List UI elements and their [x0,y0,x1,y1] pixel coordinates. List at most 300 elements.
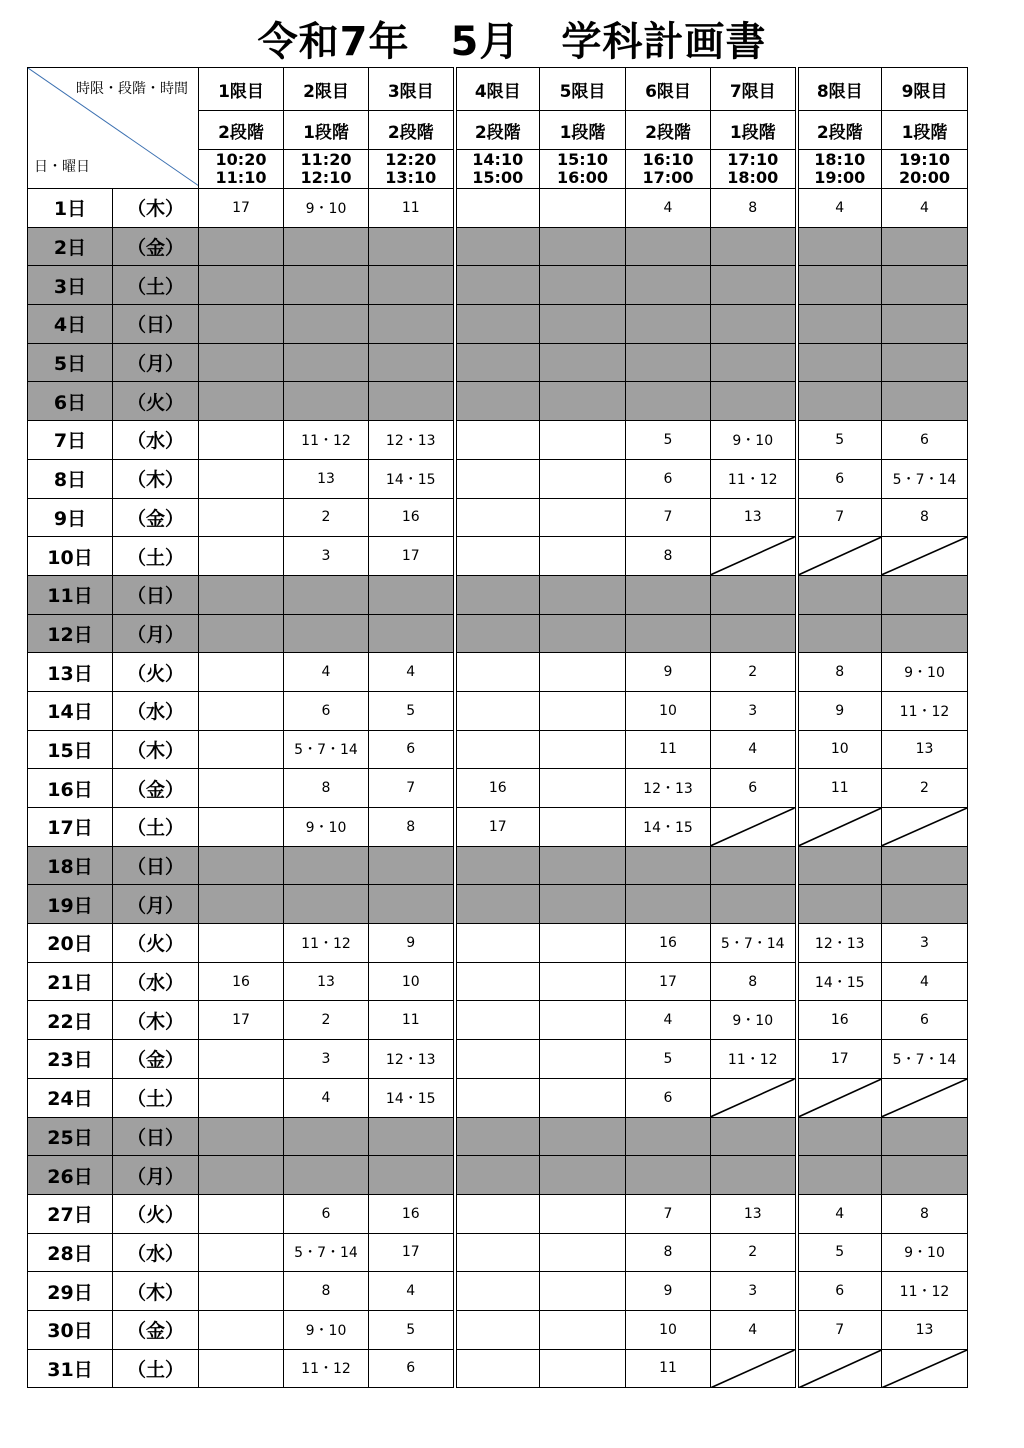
diagonal-slash-icon [799,537,882,575]
day-label: 24日 [28,1078,113,1117]
lesson-cell [797,266,882,305]
stage-header-5: 1段階 [540,111,626,150]
lesson-cell [540,1156,626,1195]
lesson-cell: 11・12 [711,1040,797,1079]
lesson-cell [284,1117,369,1156]
lesson-cell: 4 [797,1194,882,1233]
lesson-cell [199,537,284,576]
lesson-cell: 4 [369,653,455,692]
lesson-cell: 5・7・14 [711,924,797,963]
page-title: 令和7年 5月 学科計画書 [257,19,767,65]
lesson-cell [199,498,284,537]
lesson-cell [455,924,540,963]
lesson-cell: 14・15 [369,1078,455,1117]
lesson-cell [711,846,797,885]
lesson-cell: 14・15 [369,459,455,498]
weekday-label: （木） [113,1272,199,1311]
lesson-cell: 14・15 [797,962,882,1001]
lesson-cell: 9 [626,1272,711,1311]
lesson-cell: 4 [626,1001,711,1040]
lesson-cell [455,1233,540,1272]
lesson-cell: 6 [882,421,968,460]
day-row [28,189,968,228]
no-class-slash-cell [711,808,797,847]
lesson-cell [540,382,626,421]
time-start: 18:10 [814,150,866,169]
lesson-cell [882,885,968,924]
time-start: 16:10 [642,150,694,169]
lesson-cell: 2 [284,1001,369,1040]
day-label: 14日 [28,691,113,730]
day-row [28,730,968,769]
lesson-cell [199,924,284,963]
lesson-cell: 14・15 [626,808,711,847]
lesson-cell: 16 [369,1194,455,1233]
lesson-cell [882,266,968,305]
lesson-cell [455,1194,540,1233]
lesson-cell [455,459,540,498]
period-header-9: 9限目 [882,68,968,111]
lesson-cell: 11 [369,189,455,228]
day-row [28,1040,968,1079]
lesson-cell [540,537,626,576]
lesson-cell [369,305,455,344]
header-row-periods [28,68,968,111]
lesson-cell [199,575,284,614]
time-end: 16:00 [557,168,608,187]
day-label: 13日 [28,653,113,692]
lesson-cell [369,343,455,382]
lesson-cell: 17 [626,962,711,1001]
weekday-label: （木） [113,730,199,769]
lesson-cell: 13 [882,1310,968,1349]
lesson-cell: 2 [711,653,797,692]
lesson-cell: 5 [626,1040,711,1079]
day-label: 3日 [28,266,113,305]
lesson-cell [455,653,540,692]
lesson-cell: 11・12 [284,421,369,460]
lesson-cell: 16 [369,498,455,537]
lesson-cell: 7 [626,1194,711,1233]
lesson-cell [711,343,797,382]
lesson-cell: 10 [369,962,455,1001]
lesson-cell: 2 [284,498,369,537]
lesson-cell: 9・10 [882,1233,968,1272]
lesson-cell [284,575,369,614]
lesson-cell [455,266,540,305]
lesson-cell [369,885,455,924]
lesson-cell [711,227,797,266]
lesson-cell: 11 [626,730,711,769]
day-row [28,459,968,498]
lesson-cell [455,1156,540,1195]
lesson-cell: 10 [626,691,711,730]
day-row [28,1349,968,1388]
diagonal-slash-icon [882,808,967,846]
day-label: 12日 [28,614,113,653]
period-header-8: 8限目 [797,68,882,111]
lesson-cell: 4 [626,189,711,228]
lesson-cell [455,1272,540,1311]
time-end: 18:00 [727,168,779,187]
diagonal-slash-icon [882,1350,967,1388]
lesson-cell [882,382,968,421]
time-start: 12:20 [385,150,437,169]
lesson-cell: 5・7・14 [882,1040,968,1079]
no-class-slash-cell [711,1349,797,1388]
lesson-cell [626,382,711,421]
lesson-cell: 3 [284,1040,369,1079]
lesson-cell: 11・12 [284,924,369,963]
lesson-cell [540,1272,626,1311]
lesson-cell: 9・10 [284,808,369,847]
lesson-cell [540,498,626,537]
lesson-cell: 6 [882,1001,968,1040]
lesson-cell [540,343,626,382]
time-end: 19:00 [814,168,866,187]
lesson-cell: 8 [626,537,711,576]
lesson-cell: 2 [711,1233,797,1272]
stage-header-8: 2段階 [797,111,882,150]
lesson-cell [455,1001,540,1040]
day-row [28,266,968,305]
lesson-cell [540,305,626,344]
weekday-label: （土） [113,1349,199,1388]
lesson-cell: 8 [284,769,369,808]
lesson-cell: 4 [369,1272,455,1311]
lesson-cell: 3 [882,924,968,963]
time-header-7 [711,150,797,189]
weekday-label: （火） [113,653,199,692]
lesson-cell [199,846,284,885]
lesson-cell [199,730,284,769]
header-corner [28,68,199,189]
no-class-slash-cell [711,537,797,576]
lesson-cell: 2 [882,769,968,808]
lesson-cell [626,575,711,614]
day-row [28,343,968,382]
day-label: 30日 [28,1310,113,1349]
day-label: 25日 [28,1117,113,1156]
lesson-cell [199,1233,284,1272]
lesson-cell: 8 [882,1194,968,1233]
lesson-cell [199,1310,284,1349]
diagonal-slash-icon [799,1350,882,1388]
lesson-cell [626,614,711,653]
no-class-slash-cell [797,537,882,576]
lesson-cell: 4 [797,189,882,228]
lesson-cell [540,575,626,614]
lesson-cell [540,846,626,885]
lesson-cell [455,189,540,228]
lesson-cell [540,962,626,1001]
lesson-cell [540,769,626,808]
day-row [28,1194,968,1233]
lesson-cell [199,769,284,808]
weekday-label: （土） [113,1078,199,1117]
lesson-cell: 11・12 [711,459,797,498]
lesson-cell [711,266,797,305]
period-header-5: 5限目 [540,68,626,111]
lesson-cell: 12・13 [797,924,882,963]
lesson-cell: 9・10 [284,1310,369,1349]
weekday-label: （金） [113,227,199,266]
lesson-cell [540,266,626,305]
day-row [28,227,968,266]
lesson-cell [455,614,540,653]
lesson-cell: 9・10 [882,653,968,692]
lesson-cell [540,189,626,228]
time-end: 11:10 [215,168,267,187]
lesson-cell [199,1156,284,1195]
lesson-cell [199,1117,284,1156]
lesson-cell [540,1001,626,1040]
corner-label-day-weekday: 日・曜日 [34,159,90,175]
lesson-cell: 7 [626,498,711,537]
period-header-3: 3限目 [369,68,455,111]
weekday-label: （月） [113,614,199,653]
day-row [28,691,968,730]
day-label: 26日 [28,1156,113,1195]
lesson-cell: 17 [369,537,455,576]
lesson-cell: 3 [711,1272,797,1311]
weekday-label: （日） [113,305,199,344]
lesson-cell: 6 [797,459,882,498]
lesson-cell [711,1156,797,1195]
lesson-cell: 8 [626,1233,711,1272]
lesson-cell [369,227,455,266]
lesson-cell: 5 [369,691,455,730]
lesson-cell: 8 [797,653,882,692]
lesson-cell: 12・13 [369,421,455,460]
lesson-cell [284,885,369,924]
lesson-cell [540,1349,626,1388]
time-header-5 [540,150,626,189]
day-label: 1日 [28,189,113,228]
lesson-cell: 9・10 [711,1001,797,1040]
lesson-cell [455,537,540,576]
time-header-8 [797,150,882,189]
day-label: 22日 [28,1001,113,1040]
lesson-cell [199,459,284,498]
lesson-cell [199,1194,284,1233]
lesson-cell [199,382,284,421]
day-label: 28日 [28,1233,113,1272]
weekday-label: （水） [113,421,199,460]
lesson-cell: 11・12 [284,1349,369,1388]
lesson-cell [199,343,284,382]
lesson-cell: 9 [626,653,711,692]
lesson-cell [455,730,540,769]
lesson-cell [455,1310,540,1349]
time-end: 13:10 [385,168,437,187]
lesson-cell [540,730,626,769]
day-label: 20日 [28,924,113,963]
lesson-cell [455,227,540,266]
lesson-cell [797,1117,882,1156]
day-label: 18日 [28,846,113,885]
lesson-cell [284,343,369,382]
lesson-cell [284,305,369,344]
day-label: 21日 [28,962,113,1001]
lesson-cell: 4 [882,962,968,1001]
lesson-cell [882,1117,968,1156]
lesson-cell [540,1194,626,1233]
lesson-cell [199,421,284,460]
lesson-cell [626,1156,711,1195]
day-label: 17日 [28,808,113,847]
no-class-slash-cell [797,1349,882,1388]
lesson-cell [626,846,711,885]
lesson-cell: 5 [797,1233,882,1272]
lesson-cell [540,459,626,498]
lesson-cell [284,1156,369,1195]
lesson-cell [797,382,882,421]
weekday-label: （金） [113,1310,199,1349]
lesson-cell: 17 [369,1233,455,1272]
no-class-slash-cell [882,1078,968,1117]
lesson-cell [455,962,540,1001]
lesson-cell: 11・12 [882,1272,968,1311]
lesson-cell: 13 [711,1194,797,1233]
lesson-cell: 12・13 [626,769,711,808]
lesson-cell: 9・10 [284,189,369,228]
lesson-cell [455,575,540,614]
lesson-cell [540,1117,626,1156]
lesson-cell [882,227,968,266]
weekday-label: （月） [113,885,199,924]
weekday-label: （木） [113,189,199,228]
weekday-label: （日） [113,1117,199,1156]
no-class-slash-cell [797,808,882,847]
stage-header-4: 2段階 [455,111,540,150]
lesson-cell [199,808,284,847]
day-row [28,1001,968,1040]
lesson-cell: 16 [797,1001,882,1040]
lesson-cell: 13 [882,730,968,769]
lesson-cell [540,614,626,653]
lesson-cell [797,575,882,614]
lesson-cell [199,1272,284,1311]
time-end: 17:00 [642,168,694,187]
lesson-cell [540,1078,626,1117]
lesson-cell [540,808,626,847]
day-row [28,1117,968,1156]
day-label: 8日 [28,459,113,498]
lesson-cell [284,382,369,421]
day-row [28,653,968,692]
lesson-cell [455,1078,540,1117]
lesson-cell [626,885,711,924]
stage-header-1: 2段階 [199,111,284,150]
day-row [28,808,968,847]
weekday-label: （木） [113,459,199,498]
stage-header-9: 1段階 [882,111,968,150]
lesson-cell: 13 [284,962,369,1001]
lesson-cell [711,885,797,924]
lesson-cell: 6 [284,1194,369,1233]
lesson-cell [711,614,797,653]
lesson-cell: 17 [199,189,284,228]
schedule-table [27,67,968,1388]
day-label: 9日 [28,498,113,537]
lesson-cell [711,1117,797,1156]
diagonal-slash-icon [711,808,795,846]
lesson-cell: 13 [284,459,369,498]
no-class-slash-cell [797,1078,882,1117]
lesson-cell: 10 [626,1310,711,1349]
time-header-6 [626,150,711,189]
period-header-1: 1限目 [199,68,284,111]
day-label: 7日 [28,421,113,460]
weekday-label: （火） [113,924,199,963]
lesson-cell: 5・7・14 [284,1233,369,1272]
lesson-cell: 4 [882,189,968,228]
lesson-cell [199,885,284,924]
diagonal-slash-icon [882,1079,967,1117]
weekday-label: （木） [113,1001,199,1040]
lesson-cell [797,885,882,924]
lesson-cell [797,343,882,382]
time-start: 14:10 [472,150,524,169]
weekday-label: （月） [113,1156,199,1195]
period-header-2: 2限目 [284,68,369,111]
day-row [28,305,968,344]
lesson-cell: 8 [284,1272,369,1311]
lesson-cell [369,382,455,421]
time-start: 10:20 [215,150,267,169]
period-header-7: 7限目 [711,68,797,111]
day-label: 23日 [28,1040,113,1079]
lesson-cell [369,1156,455,1195]
day-row [28,1233,968,1272]
lesson-cell: 16 [199,962,284,1001]
lesson-cell [626,305,711,344]
lesson-cell: 4 [284,1078,369,1117]
lesson-cell: 11 [626,1349,711,1388]
lesson-cell [455,305,540,344]
day-row [28,382,968,421]
lesson-cell [369,266,455,305]
no-class-slash-cell [882,537,968,576]
weekday-label: （土） [113,537,199,576]
weekday-label: （土） [113,808,199,847]
lesson-cell [540,421,626,460]
lesson-cell [455,1040,540,1079]
lesson-cell [797,227,882,266]
lesson-cell: 8 [369,808,455,847]
day-row [28,421,968,460]
day-label: 4日 [28,305,113,344]
time-header-2 [284,150,369,189]
time-header-4 [455,150,540,189]
lesson-cell: 6 [797,1272,882,1311]
time-start: 19:10 [899,150,950,169]
lesson-cell [882,343,968,382]
lesson-cell: 9 [797,691,882,730]
lesson-cell [199,1349,284,1388]
lesson-cell: 4 [711,730,797,769]
day-row [28,962,968,1001]
lesson-cell: 11 [369,1001,455,1040]
period-header-4: 4限目 [455,68,540,111]
day-label: 5日 [28,343,113,382]
day-row [28,1156,968,1195]
time-header-3 [369,150,455,189]
lesson-cell [455,343,540,382]
lesson-cell [797,614,882,653]
lesson-cell: 6 [284,691,369,730]
